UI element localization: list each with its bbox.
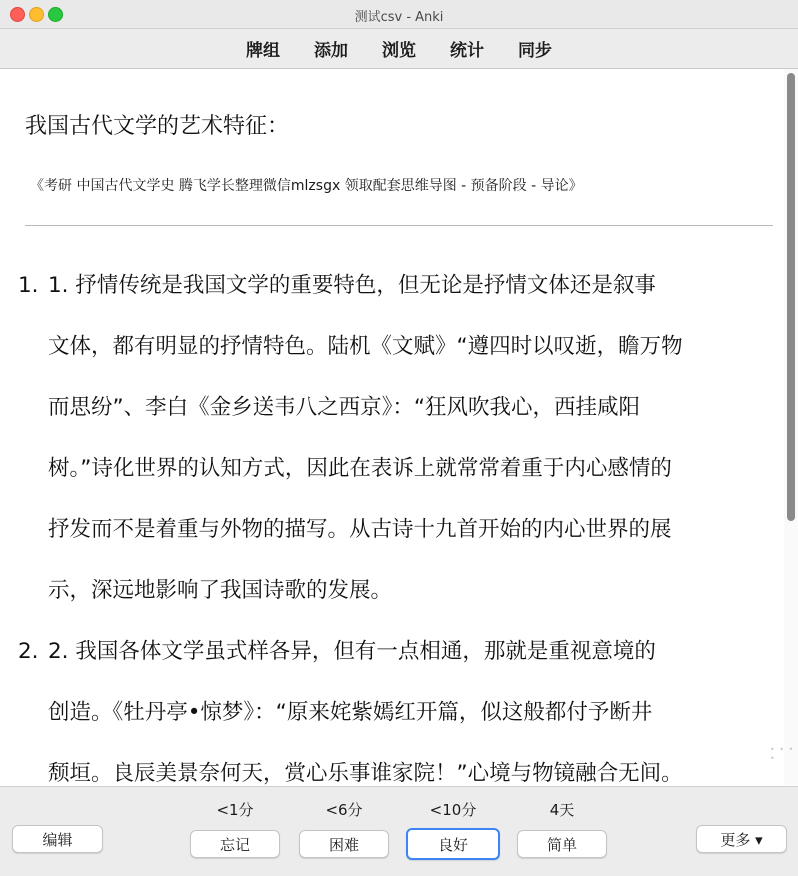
- hard-button[interactable]: 困难: [299, 830, 389, 858]
- answer-divider: [25, 225, 773, 226]
- main-toolbar: [0, 29, 798, 69]
- vertical-scrollbar[interactable]: [784, 69, 798, 785]
- toolbar-sync[interactable]: 同步: [518, 41, 552, 61]
- toolbar-stats[interactable]: 统计: [450, 41, 484, 61]
- list-marker: 2.: [18, 639, 39, 664]
- toolbar-browse[interactable]: 浏览: [382, 41, 416, 61]
- toolbar-add[interactable]: 添加: [314, 41, 348, 61]
- scrollbar-thumb[interactable]: [787, 73, 795, 521]
- card-source: 《考研 中国古代文学史 腾飞学长整理微信mlzsgx 领取配套思维导图 - 预备阶段 - 导论》: [30, 178, 583, 194]
- easy-interval: 4天: [549, 801, 575, 819]
- toolbar-decks[interactable]: 牌组: [246, 41, 280, 61]
- answer-list: [18, 255, 778, 785]
- good-interval: <10分: [429, 801, 477, 819]
- answer-line: 1. 抒情传统是我国文学的重要特色，但无论是抒情文体还是叙事: [48, 273, 656, 298]
- answer-line: 而思纷”、李白《金乡送韦八之西京》：“狂风吹我心，西挂咸阳: [48, 395, 641, 420]
- answer-line: 创造。《牡丹亭•惊梦》：“原来姹紫嫣红开篇，似这般都付予断井: [48, 700, 653, 725]
- answer-line: 抒发而不是着重与外物的描写。从古诗十九首开始的内心世界的展: [48, 517, 672, 542]
- card-view: [0, 69, 784, 785]
- answer-item-1: [18, 255, 778, 621]
- window-title: 测试csv - Anki: [354, 10, 444, 25]
- splitter-handle-icon: • • • •: [770, 745, 795, 763]
- title-bar: [0, 0, 798, 29]
- card-question: 我国古代文学的艺术特征：: [25, 114, 290, 139]
- answer-item-2: [18, 621, 778, 785]
- good-button[interactable]: 良好: [406, 828, 500, 860]
- list-marker: 1.: [18, 273, 39, 298]
- answer-line: 颓垣。良辰美景奈何天，赏心乐事谁家院！”心境与物镜融合无间。: [48, 761, 683, 785]
- easy-button[interactable]: 简单: [517, 830, 607, 858]
- hard-interval: <6分: [325, 801, 363, 819]
- answer-line: 文体，都有明显的抒情特色。陆机《文赋》“遵四时以叹逝，瞻万物: [48, 334, 683, 359]
- review-bottom-bar: [0, 786, 798, 876]
- answer-line: 树。”诗化世界的认知方式，因此在表诉上就常常着重于内心感情的: [48, 456, 672, 481]
- again-button[interactable]: 忘记: [190, 830, 280, 858]
- more-button[interactable]: 更多 ▾: [696, 825, 787, 853]
- edit-button[interactable]: 编辑: [12, 825, 103, 853]
- again-interval: <1分: [216, 801, 254, 819]
- answer-line: 2. 我国各体文学虽式样各异，但有一点相通，那就是重视意境的: [48, 639, 656, 664]
- answer-line: 示，深远地影响了我国诗歌的发展。: [48, 578, 393, 603]
